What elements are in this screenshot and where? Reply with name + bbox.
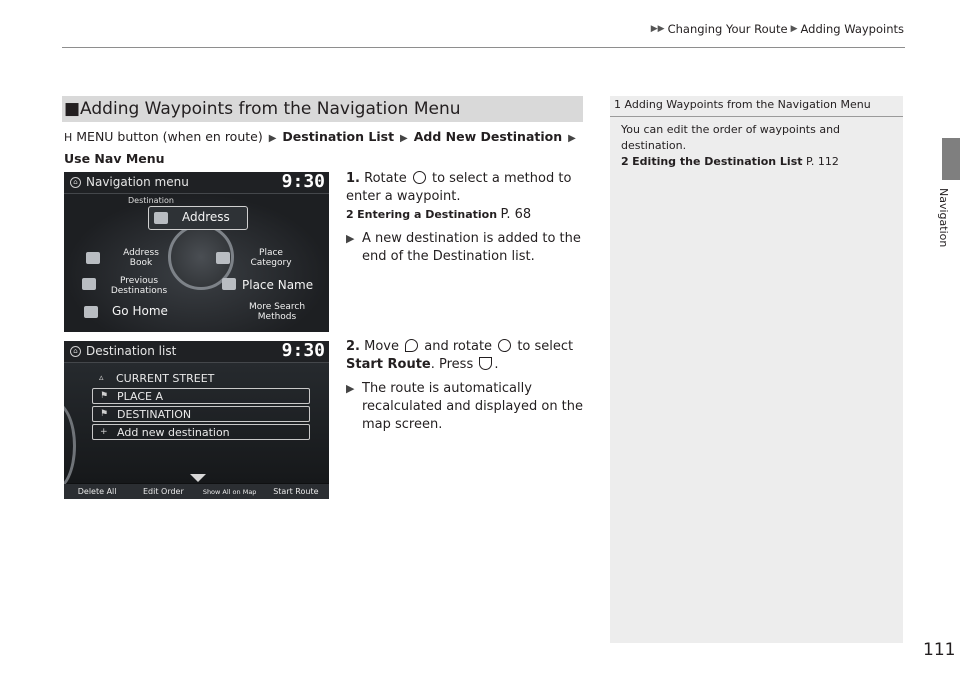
step-2: 2. Move and rotate to select Start Route. Press . ▶ The route is automatically recalculated and displayed on the map screen. bbox=[346, 338, 586, 434]
section-title: ■Adding Waypoints from the Navigation Menu bbox=[64, 99, 461, 119]
interface-dial-rotate-icon bbox=[498, 339, 511, 352]
destination-flag-icon: ⚑ bbox=[100, 409, 109, 419]
list-item[interactable]: ▵ CURRENT STREET bbox=[99, 372, 215, 385]
waypoint-flag-icon: ⚑ bbox=[100, 391, 109, 401]
note-heading: 1 Adding Waypoints from the Navigation Menu bbox=[614, 98, 871, 111]
cross-reference[interactable]: 2 Editing the Destination List P. 112 bbox=[621, 155, 839, 168]
go-home-option[interactable]: Go Home bbox=[112, 304, 168, 318]
step-result: ▶ The route is automatically recalculated and displayed on the map screen. bbox=[346, 381, 584, 432]
home-icon: ⌂ bbox=[70, 346, 81, 357]
start-route-button[interactable]: Start Route bbox=[273, 487, 319, 496]
show-all-on-map-button[interactable]: Show All on Map bbox=[202, 487, 257, 496]
menu-prefix: MENU button (when en route) bbox=[76, 129, 263, 144]
step-number: 1. bbox=[346, 171, 360, 186]
navigation-menu-screenshot bbox=[64, 172, 329, 332]
place-category-icon bbox=[216, 252, 230, 264]
start-route-term: Start Route bbox=[346, 357, 431, 372]
result-arrow-icon: ▶ bbox=[346, 232, 355, 245]
address-icon bbox=[154, 212, 168, 224]
more-search-methods-option[interactable]: More Search Methods bbox=[248, 302, 306, 322]
cross-reference[interactable]: 2 Entering a Destination P. 68 bbox=[346, 207, 532, 222]
screen-title-bar bbox=[64, 172, 329, 194]
interface-dial-rotate-icon bbox=[413, 171, 426, 184]
clock: 9:30 bbox=[281, 341, 325, 361]
previous-destinations-icon bbox=[82, 278, 96, 290]
delete-all-button[interactable]: Delete All bbox=[77, 487, 117, 496]
home-icon: ⌂ bbox=[70, 177, 81, 188]
screen-title: Destination list bbox=[86, 344, 177, 358]
path-add-new-destination: Add New Destination bbox=[413, 129, 563, 144]
screen-title: Navigation menu bbox=[86, 175, 189, 189]
screen-button-bar bbox=[64, 484, 329, 499]
add-new-destination-item[interactable]: + Add new destination bbox=[92, 424, 310, 440]
destination-label: Destination bbox=[128, 196, 174, 205]
home-icon bbox=[84, 306, 98, 318]
destination-list-screenshot bbox=[64, 341, 329, 499]
chapter-label: Navigation bbox=[937, 188, 950, 248]
sidebar-note bbox=[610, 96, 903, 643]
breadcrumb-item-adding-waypoints[interactable]: Adding Waypoints bbox=[800, 22, 904, 36]
list-item[interactable]: ⚑ PLACE A bbox=[92, 388, 310, 404]
interface-dial-press-icon bbox=[479, 357, 492, 370]
step-result: ▶ A new destination is added to the end of the Destination list. bbox=[346, 231, 581, 264]
previous-destinations-option[interactable]: Previous Destinations bbox=[110, 276, 168, 296]
list-item[interactable]: ⚑ DESTINATION bbox=[92, 406, 310, 422]
interface-dial-move-icon bbox=[405, 339, 418, 352]
note-divider bbox=[610, 116, 903, 117]
note-icon: 1 bbox=[614, 98, 621, 111]
current-location-icon: ▵ bbox=[99, 373, 104, 383]
arrow-icon: ▶ bbox=[568, 133, 576, 144]
section-heading bbox=[62, 96, 583, 122]
chevron-right-icon: ▶▶ bbox=[650, 24, 665, 34]
breadcrumb-item-changing-route[interactable]: Changing Your Route bbox=[667, 22, 788, 36]
chevron-down-icon bbox=[190, 474, 206, 482]
chevron-right-icon: ▶ bbox=[790, 24, 798, 34]
place-name-icon bbox=[222, 278, 236, 290]
place-name-option[interactable]: Place Name bbox=[242, 278, 314, 292]
page-number: 111 bbox=[923, 640, 956, 660]
screen-title-bar bbox=[64, 341, 329, 363]
note-body: You can edit the order of waypoints and destination. 2 Editing the Destination List P. 112 bbox=[621, 122, 891, 170]
edit-order-button[interactable]: Edit Order bbox=[142, 487, 184, 496]
home-button-icon: H bbox=[64, 131, 73, 144]
address-book-option[interactable]: Address Book bbox=[123, 248, 159, 268]
clock: 9:30 bbox=[281, 172, 325, 192]
plus-icon: + bbox=[100, 427, 108, 437]
menu-path bbox=[64, 127, 584, 169]
header-divider bbox=[62, 47, 905, 48]
step-1: 1. Rotate to select a method to enter a waypoint. 2 Entering a Destination P. 68 ▶ A new destination is added to the end of the Destination list. bbox=[346, 170, 586, 266]
breadcrumb bbox=[651, 22, 904, 36]
path-destination-list: Destination List bbox=[282, 129, 395, 144]
step-number: 2. bbox=[346, 339, 360, 354]
result-arrow-icon: ▶ bbox=[346, 382, 355, 395]
address-label: Address bbox=[182, 210, 230, 224]
chapter-tab bbox=[942, 138, 960, 180]
address-book-icon bbox=[86, 252, 100, 264]
arrow-icon: ▶ bbox=[400, 133, 408, 144]
path-use-nav-menu: Use Nav Menu bbox=[64, 151, 165, 166]
arrow-icon: ▶ bbox=[268, 133, 277, 144]
place-category-option[interactable]: Place Category bbox=[250, 248, 292, 268]
